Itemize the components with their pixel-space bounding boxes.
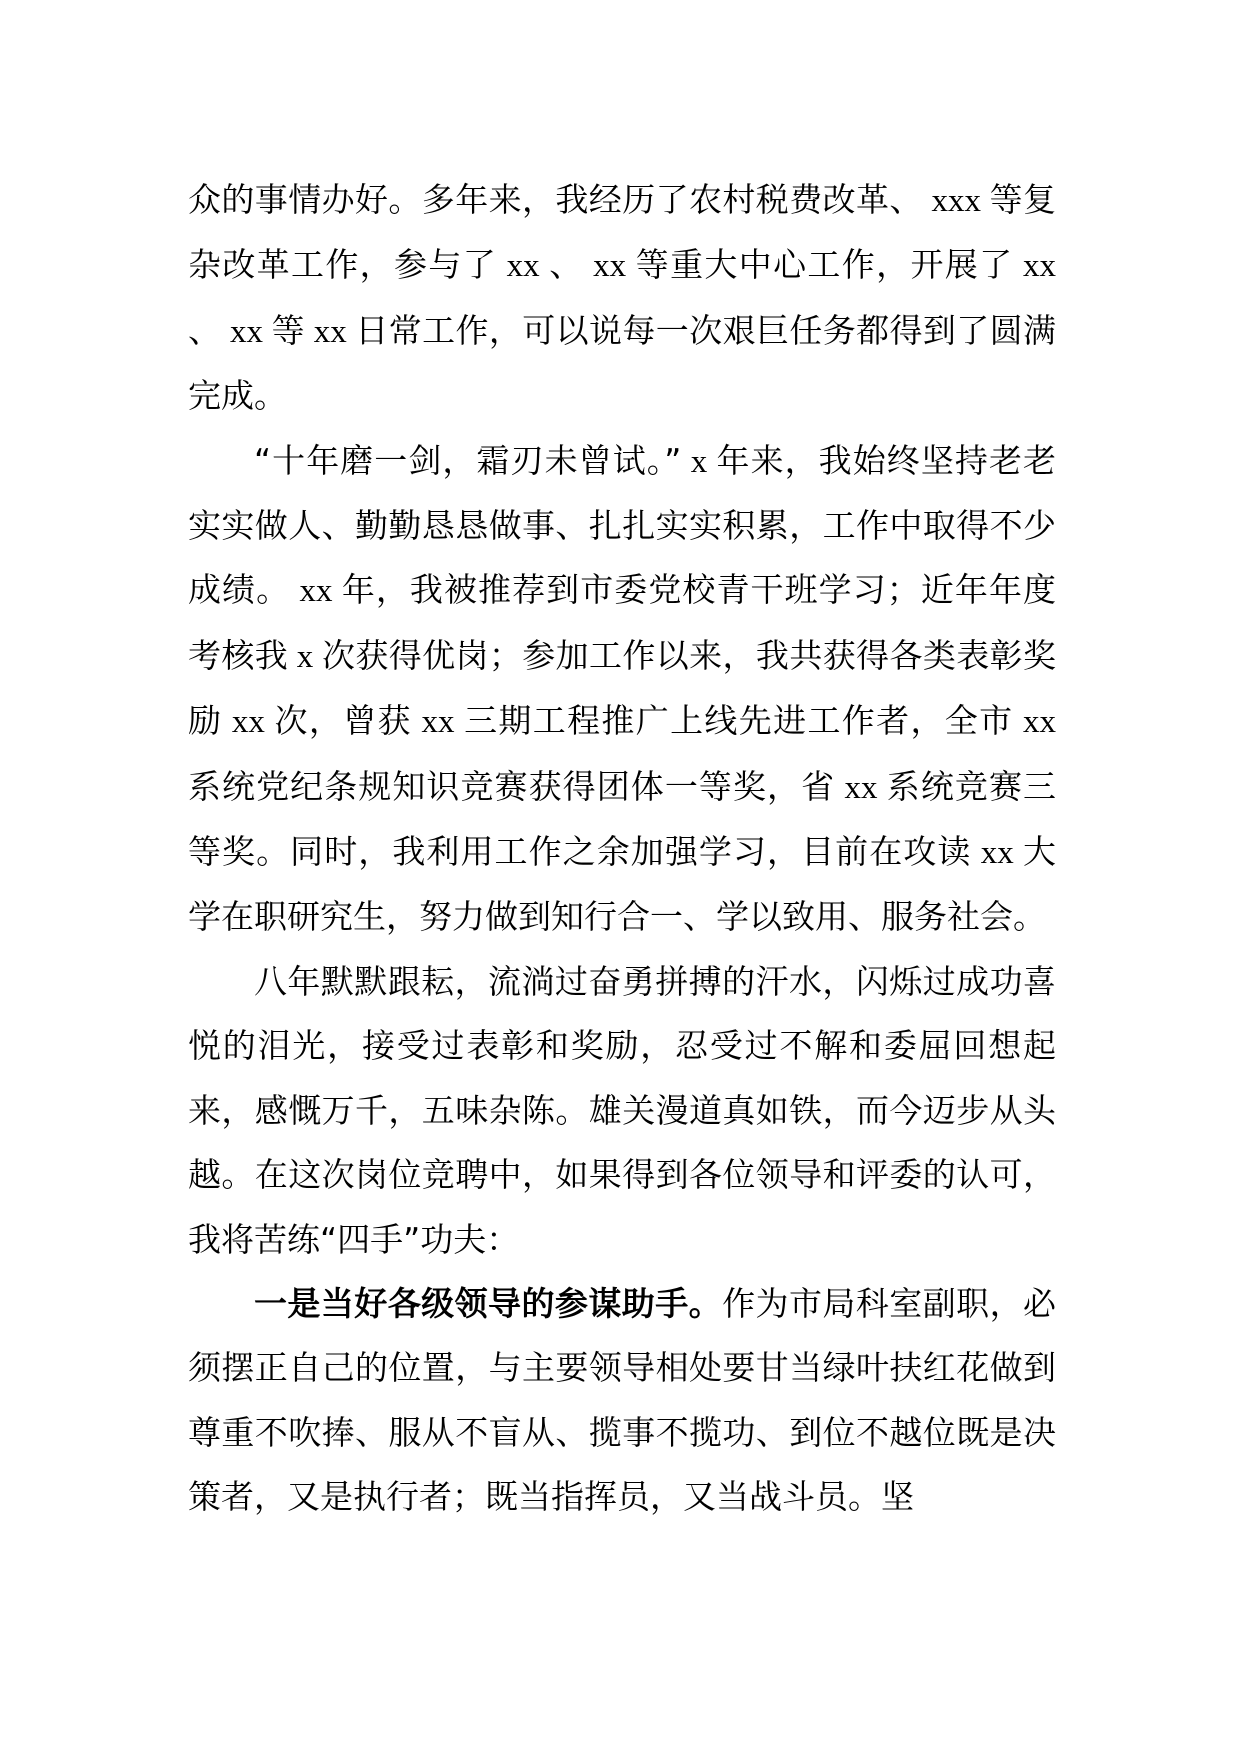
paragraph-4-text: 作为市局科室副职，必须摆正自己的位置，与主要领导相处要甘当绿叶扶红花做到尊重不吹捧、服从不盲从、揽事不揽功、到位不越位既是决策者，又是执行者；既当指挥员，又当战斗员。坚 xyxy=(188,1283,1057,1517)
latin-run: xx xyxy=(290,573,342,610)
paragraph-1-text: 众的事情办好。多年来，我经历了农村税费改革、 xxx 等复杂改革工作，参与了 xx 、 xx 等重大中心工作，开展了 xx 、 xx 等 xx 日常工作，可以说每一次艰巨任务都得到了圆满完成。 xyxy=(188,180,1057,416)
paragraph-2 xyxy=(188,429,1056,950)
latin-run: xx xyxy=(971,835,1024,872)
paragraph-3-text: 八年默默跟耘，流淌过奋勇拼搏的汗水，闪烁过成功喜悦的泪光，接受过表彰和奖励，忍受过不解和委屈回想起来，感慨万千，五味杂陈。雄关漫道真如铁，而今迈步从头越。在这次岗位竞聘中，如果得到各位领导和评委的认可，我将苦练“四手”功夫： xyxy=(188,961,1056,1259)
latin-run: xx xyxy=(583,248,636,285)
latin-run: xx xyxy=(221,313,272,350)
latin-run: xx xyxy=(411,704,465,741)
latin-run: xx xyxy=(497,248,550,285)
paragraph-4-bold-lead: 一是当好各级领导的参谋助手。 xyxy=(254,1283,723,1323)
paragraph-4 xyxy=(188,1272,1056,1530)
paragraph-2-text: “十年磨一剑，霜刃未曾试。” x 年来，我始终坚持老老实实做人、勤勤恳恳做事、扎扎实实积累，工作中取得不少成绩。 xx 年，我被推荐到市委党校青干班学习；近年年度考核我 x 次获得优岗；参加工作以来，我共获得各类表彰奖励 xx 次，曾获 xx 三期工程推广上线先进工作者，全市 xx 系统党纪条规知识竞赛获得团体一等奖，省 xx 系统竞赛三等奖。同时，我利用工作之余加强学习，目前在攻读 xx 大学在职研究生，努力做到知行合一、学以致用、服务社会。 xyxy=(188,440,1057,937)
latin-run: x xyxy=(681,443,717,480)
latin-run: xx xyxy=(222,704,275,741)
document-body xyxy=(188,168,1056,1530)
paragraph-3 xyxy=(188,950,1056,1272)
latin-run: x xyxy=(288,638,322,675)
paragraph-1 xyxy=(188,168,1056,429)
latin-run: xx xyxy=(305,313,356,350)
latin-run: xxx xyxy=(922,183,990,219)
latin-run: xx xyxy=(1013,704,1057,741)
latin-run: xx xyxy=(835,769,887,806)
latin-run: xx xyxy=(1013,248,1057,285)
